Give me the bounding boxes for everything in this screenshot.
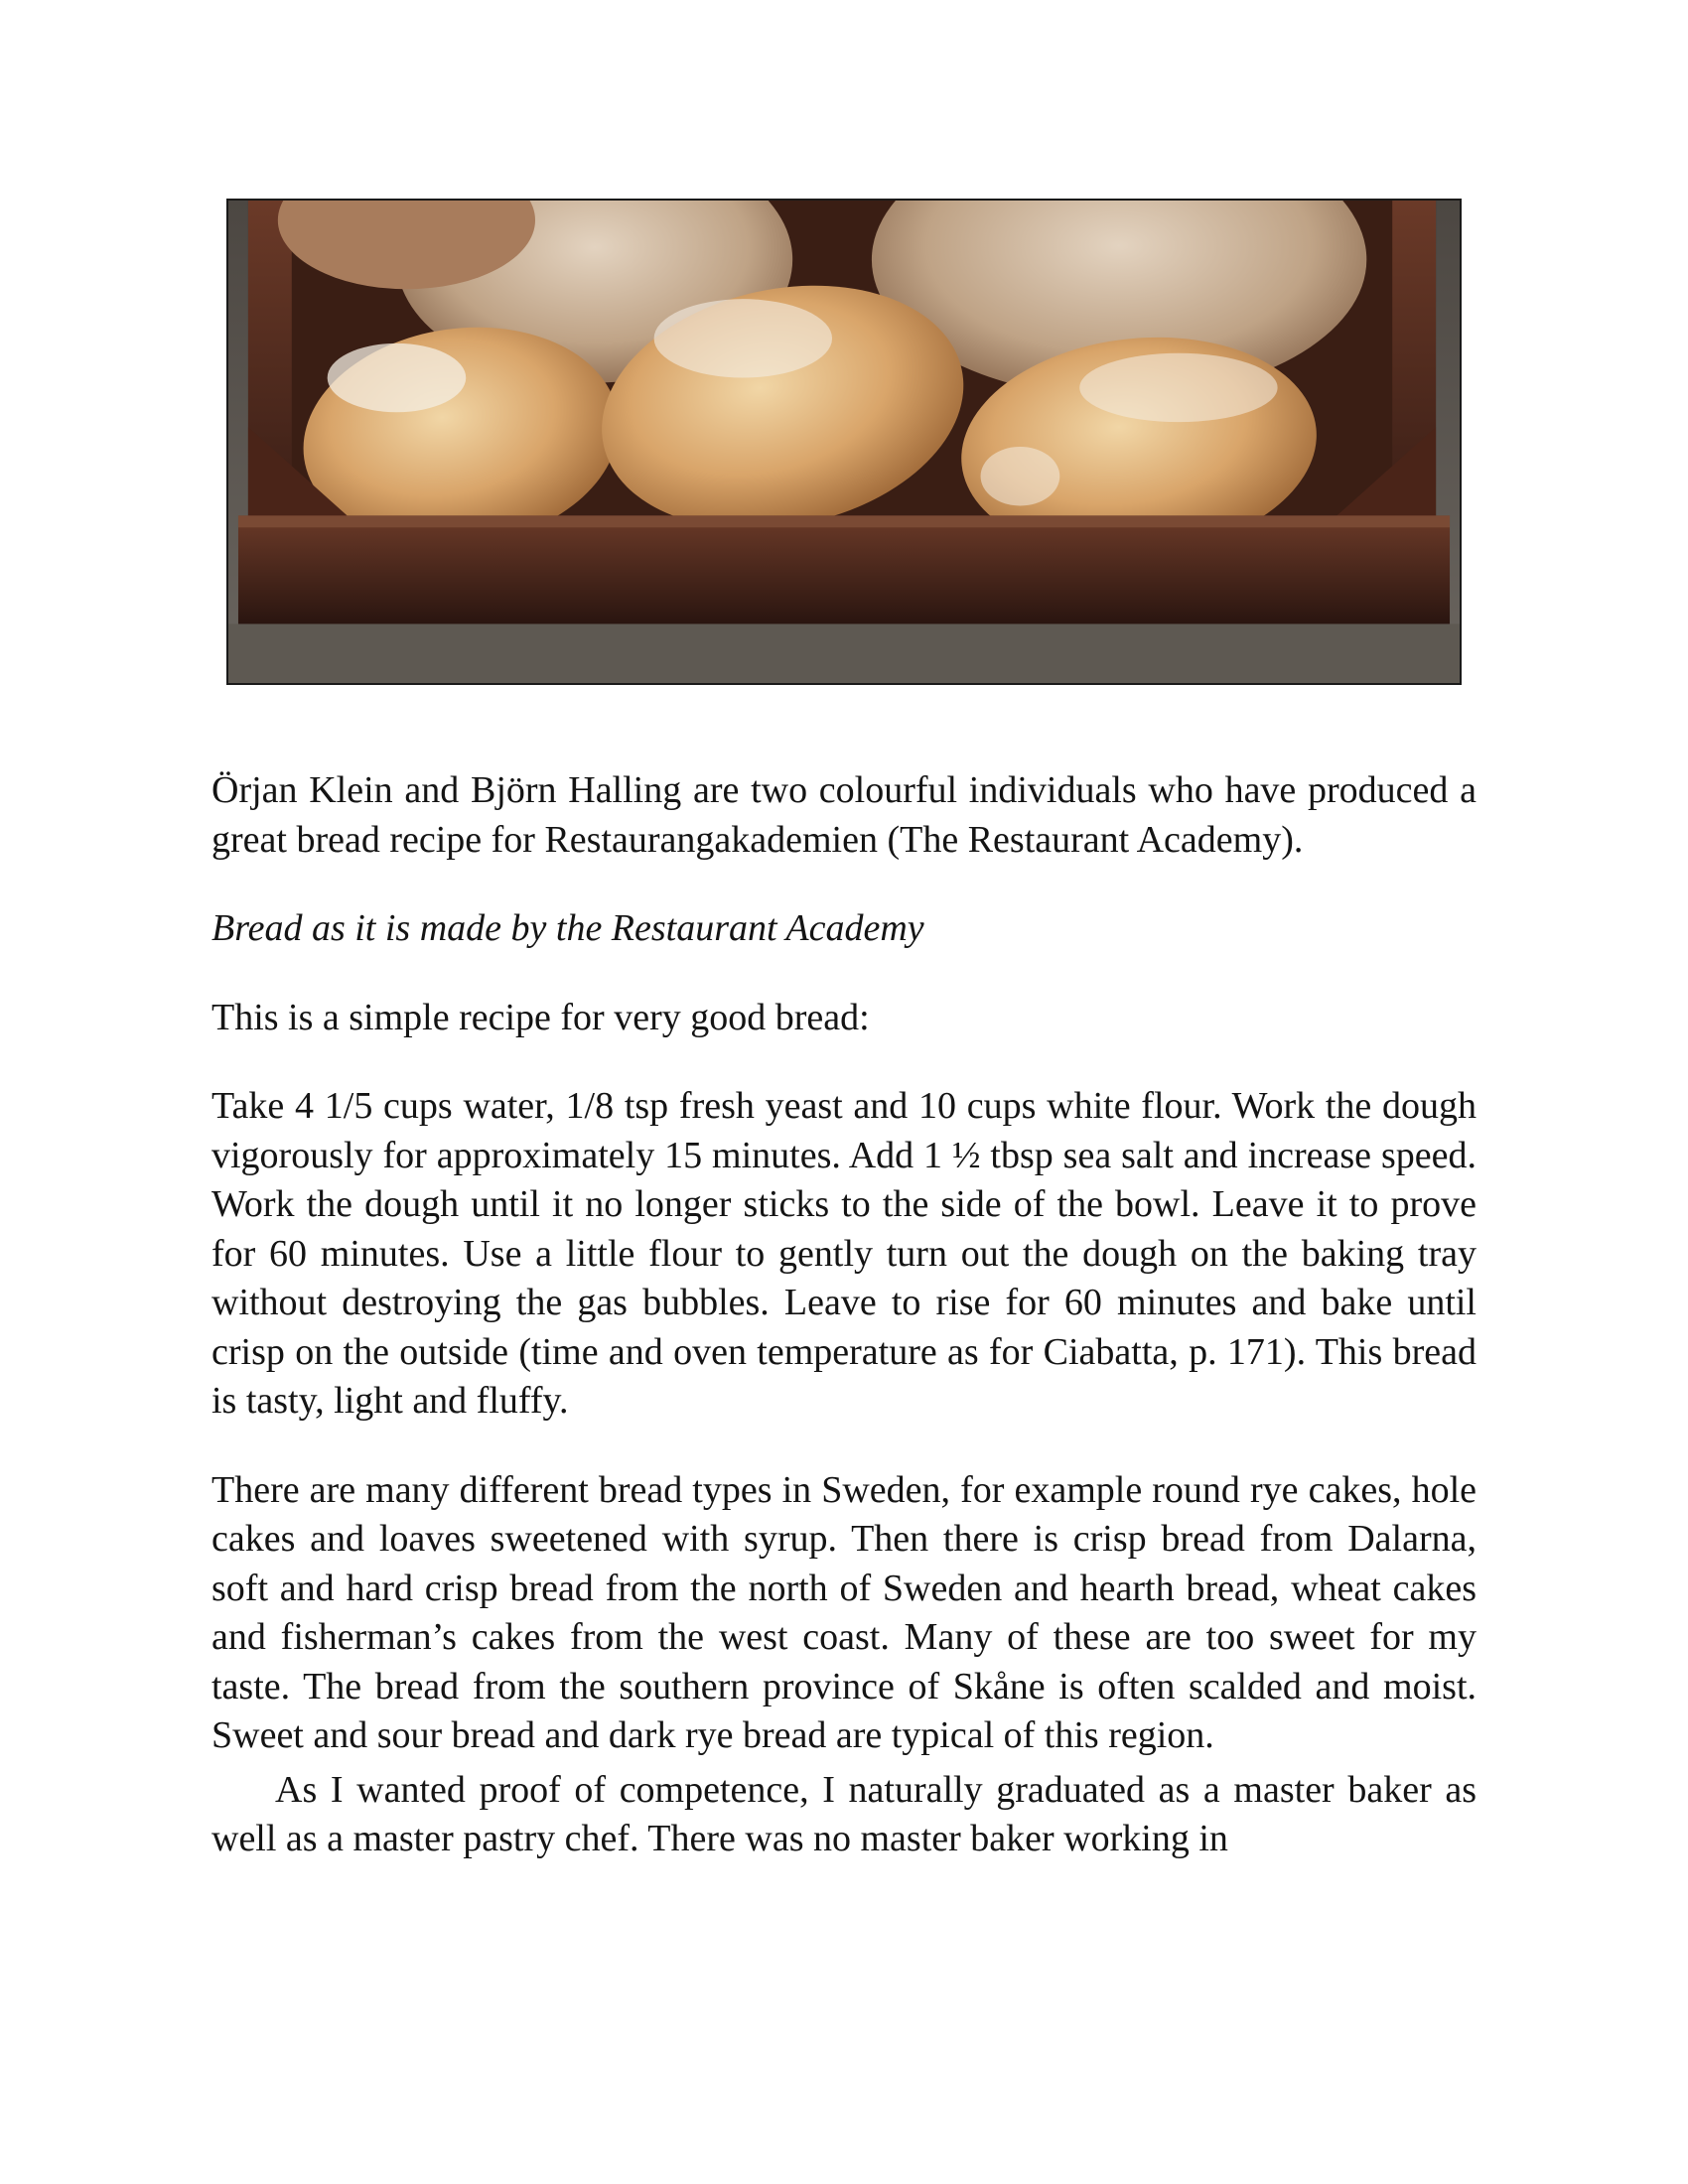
competence-paragraph: As I wanted proof of competence, I naturally graduated as a master baker as well as a master pastry chef. There was no master baker working in xyxy=(211,1768,1477,1859)
intro-paragraph: Örjan Klein and Björn Halling are two colourful individuals who have produced a great bread recipe for Restaurangakademien (The Restaurant Academy). xyxy=(211,769,1477,861)
bread-types-paragraph: There are many different bread types in Sweden, for example round rye cakes, hole cakes and loaves sweetened with syrup. Then there is crisp bread from Dalarna, soft and hard crisp bread from the north of Sweden and hearth bread, wheat cakes and fisherman’s cakes from the west coast. Many of these are too sweet for my taste. The bread from the southern province of Skåne is often scalded and moist. Sweet and sour bread and dark rye bread are typical of this region. xyxy=(211,1468,1477,1756)
recipe-heading: Bread as it is made by the Restaurant Academy xyxy=(211,907,924,949)
body-text xyxy=(211,766,1477,1864)
recipe-instructions: Take 4 1/5 cups water, 1/8 tsp fresh yeast and 10 cups white flour. Work the dough vigorously for approximately 15 minutes. Add 1 ½ tbsp sea salt and increase speed. Work the dough until it no longer sticks to the side of the bowl. Leave it to prove for 60 minutes. Use a little flour to gently turn out the dough on the baking tray without destroying the gas bubbles. Leave to rise for 60 minutes and bake until crisp on the outside (time and oven temperature as for Ciabatta, p. 171). This bread is tasty, light and fluffy. xyxy=(211,1085,1477,1422)
recipe-lead: This is a simple recipe for very good bread: xyxy=(211,996,870,1038)
bread-photo xyxy=(226,199,1462,685)
bread-tray-illustration xyxy=(228,201,1460,683)
